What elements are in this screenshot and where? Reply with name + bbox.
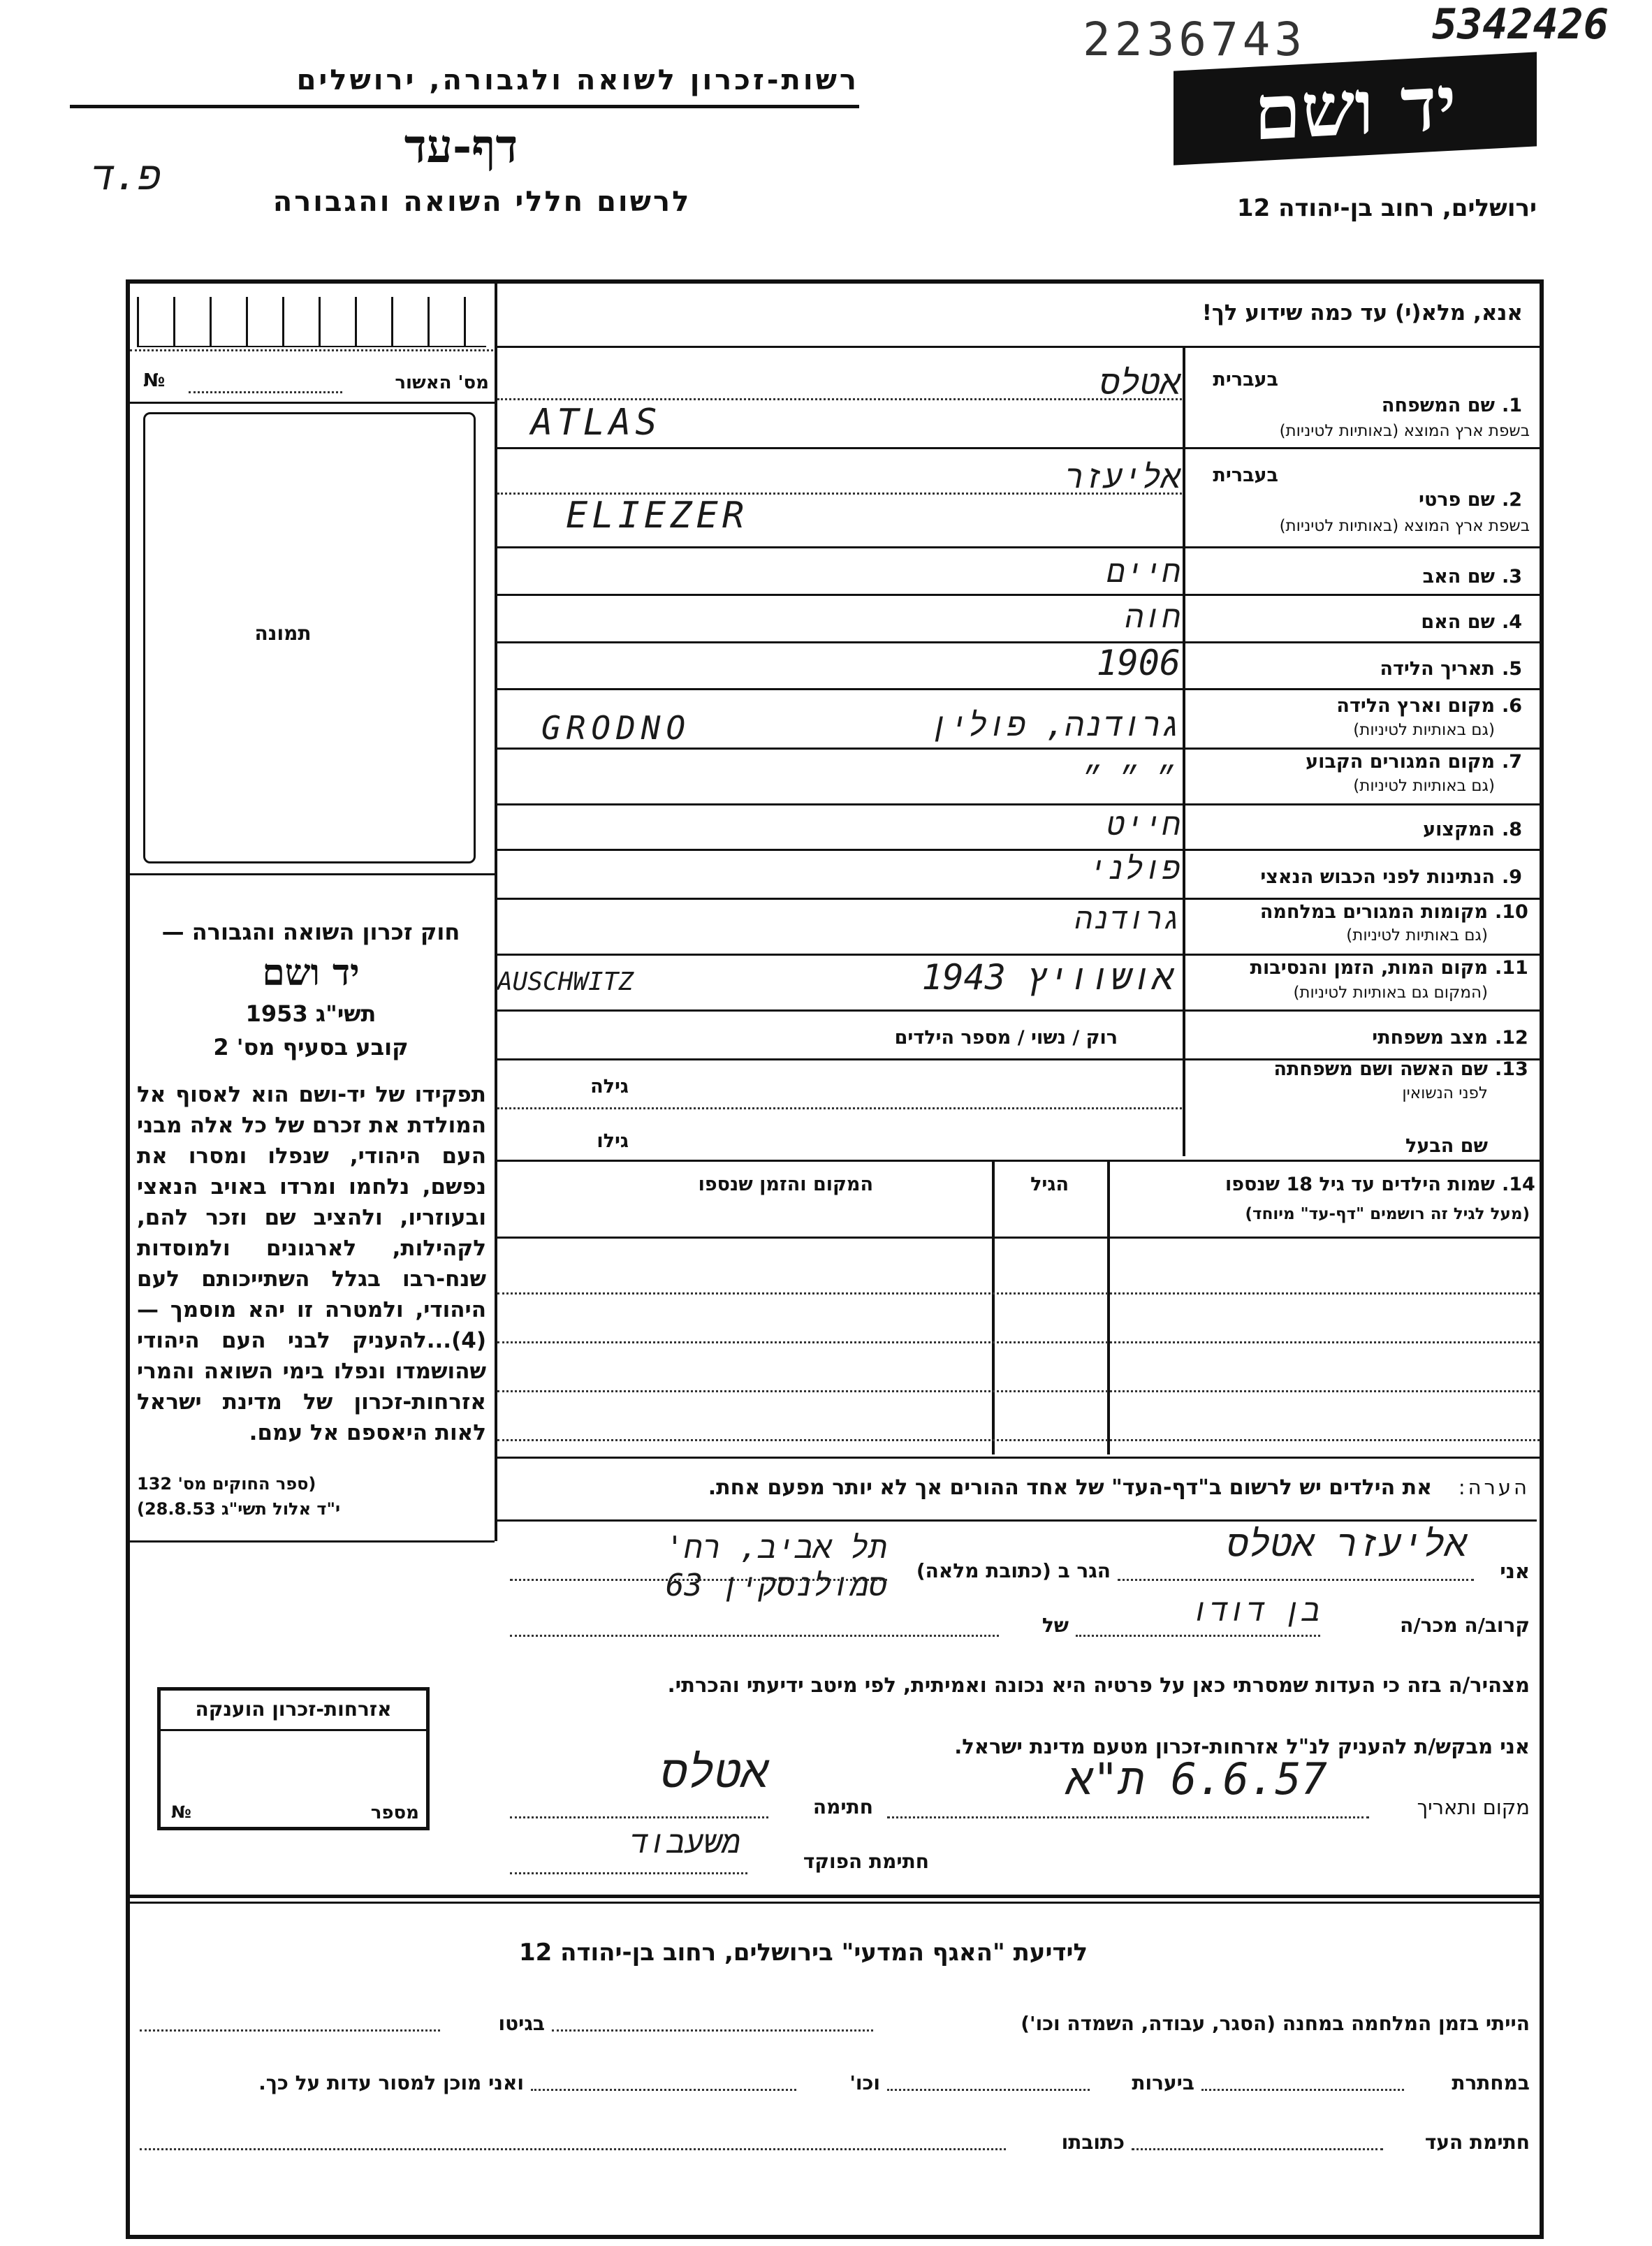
field-9-bottom [497,898,1540,900]
children-place-header: המקום והזמן שנספו [698,1174,873,1195]
law-name: יד ושם [262,951,360,994]
field-6-value-latin: GRODNO [541,709,692,747]
field-10-number: 10. [1495,901,1528,923]
field-4-label: שם האם [1421,611,1495,633]
footer-line1-dots-b [140,2029,440,2032]
margin-note: פ.ד [91,154,161,199]
field-2-number: 2. [1502,489,1523,511]
field-2-bottom [497,546,1540,548]
footer-line3-dots-b [140,2148,1006,2150]
footer-line3-address: כתובתו [1061,2131,1125,2154]
official-signature-label: חתימת הפוקד [803,1850,929,1873]
footer-line1-ghetto: בגיטו [498,2012,545,2035]
field-13-line [497,1107,1182,1109]
field-2-hebrew-tag: בעברית [1213,465,1278,486]
field-7-value: ״ ״ ״ [1081,761,1174,797]
field-11-label: מקום המות, הזמן והנסיבות [1250,957,1488,979]
field-12-number: 12. [1495,1027,1528,1049]
field-14-number: 14. [1502,1174,1535,1195]
field-2-sublabel: בשפת ארץ המוצא (באותיות לטיניות) [1279,517,1530,535]
law-reference-1: (ספר החוקים מס' 132 [137,1474,316,1494]
field-10-bottom [497,954,1540,956]
footer-line3-witness-signature: חתימת העד [1424,2131,1530,2154]
citizenship-number-sign: № [171,1802,191,1822]
field-3-label: שם האב [1422,566,1495,588]
handwritten-document-number: 5342426 [1432,0,1609,49]
yad-vashem-logo [1174,52,1537,165]
field-2-value-latin: ELIEZER [566,495,749,537]
field-1-line-a [497,398,1182,400]
field-5-bottom [497,688,1540,690]
field-13-sublabel: לפני הנשואין [1402,1084,1488,1102]
field-9-number: 9. [1502,866,1523,888]
children-row-2 [497,1341,1540,1343]
field-6-sublabel: (גם באותיות לטיניות) [1353,721,1495,739]
field-7-label: מקום המגורים הקבוע [1306,751,1495,773]
citizenship-title-rule [157,1729,430,1731]
field-10-sublabel: (גם באותיות לטיניות) [1346,926,1488,945]
field-9-value: פולני [1088,851,1180,887]
intro-instruction: אנא, מלא(י) עד כמה שידוע לך! [1201,300,1523,326]
form-title: דף-עד [404,119,518,173]
witness-signature: אטלס [661,1747,768,1798]
field-7-sublabel: (גם באותיות לטיניות) [1353,777,1495,795]
field-14-label: שמות הילדים עד גיל 18 שנספו [1225,1174,1495,1195]
footer-line2-dots-c [531,2089,796,2091]
field-8-label: המקצוע [1423,819,1495,840]
field-12-label: מצב משפחתי [1372,1027,1488,1049]
children-row-1 [497,1292,1540,1295]
typed-document-number: 2236743 [1083,13,1307,66]
husband-age-label: גילו [597,1130,629,1152]
field-11-bottom [497,1009,1540,1012]
left-column-divider [495,284,497,1541]
children-col-divider-2 [992,1161,995,1454]
footer-divider-top [130,1895,1540,1898]
witness-of-label: של [1041,1614,1069,1637]
law-year: תשי"ג 1953 [245,1000,377,1027]
field-3-bottom [497,594,1540,596]
witness-address-line [510,1579,887,1581]
note-text: את הילדים יש לרשום ב"דף-העד" של אחד ההורים אך לא יותר מפעם אחת. [708,1475,1432,1500]
footer-line2-ready: ואני מוכן למסור עדות על כך. [258,2071,524,2094]
field-13-label: שם האשה ושם משפחתה [1273,1058,1488,1080]
field-1-hebrew-tag: בעברית [1213,369,1278,391]
field-5-number: 5. [1502,658,1523,680]
footer-line2-etc: וכו' [849,2071,880,2094]
witness-of-line [510,1635,999,1637]
field-11-value-latin: AUSCHWITZ [497,968,634,996]
field-1-label: שם המשפחה [1381,395,1495,416]
approval-label: מס' האשור [395,372,489,393]
children-age-header: הגיל [1030,1174,1069,1195]
org-underline [70,105,859,108]
footer-line2-underground: במחתרת [1452,2071,1530,2094]
law-text: תפקידו של יד-ושם הוא לאסוף אל המולדת את זכרם של כל אלה מבני העם היהודי, שנפלו ומסרו את נפשם, נלחמו ומרדו באויב הנאצי ובעוזריו, ולהציב שם וזכר להם, לקהילות, לארגונים ולמוסדות שנח-רבו בגלל השתייכותם לעם היהודי, ולמטרה זו יהא מוסמך — (4)...להעניק לבני העם היהודי שהושמדו ונפלו בימי השואה והמרי אזרחות-זכרון של מדינת ישראל לאות היאספם אל עמם. [137,1082,486,1445]
witness-relation-line [1076,1635,1320,1637]
approval-tick-strip [130,297,493,346]
official-signature-line [510,1872,747,1874]
witness-resides-label: הגר ב (כתובת מלאה) [916,1559,1111,1582]
witness-name: אליעזר אטלס [1227,1523,1467,1565]
footer-line2-forests: ביערות [1132,2071,1194,2094]
law-title: חוק זכרון השואה והגבורה — [161,919,460,945]
citizenship-number-label: מספר [370,1802,419,1823]
footer-line2-dots-a [1201,2089,1404,2091]
place-date-label: מקום ותאריך [1417,1795,1530,1819]
field-1-value-latin: ATLAS [531,402,661,444]
footer-line2-dots-b [887,2089,1090,2091]
children-header-line [497,1237,1540,1239]
witness-relation: בן דודו [1191,1593,1320,1628]
witness-declaration: מצהיר/ה בזה כי העדות שמסרתי כאן על פרטיה היא נכונה ואמיתית, לפי מיטב ידיעתי והכרתי. [667,1673,1530,1697]
law-clause: קובע בסעיף מס' 2 [213,1034,409,1060]
field-6-number: 6. [1502,695,1523,717]
field-10-value: גרודנה [1074,901,1180,935]
field-13-bottom [497,1160,1540,1162]
field-14-sublabel: (מעל לגיל זה רושמים "דף-עד" מיוחד) [1245,1205,1530,1223]
witness-name-line [1118,1579,1474,1581]
children-row-4 [497,1439,1540,1441]
footer-line1-camp: הייתי בזמן המלחמה במחנה (הסגר, עבודה, השמדה וכו') [1021,2012,1530,2035]
field-8-value: חייט [1106,807,1180,843]
place-date-value: 6.6.57 ת"א [1066,1753,1327,1804]
witness-request: אני מבקש/ת להעניק לנ"ל אזרחות-זכרון מטעם מדינת ישראל. [954,1735,1530,1758]
field-11-sublabel: (המקום גם באותיות לטיניות) [1293,984,1488,1002]
footer-divider-bottom [130,1902,1540,1904]
intro-line [495,346,1540,348]
note-label: הערה: [1458,1475,1530,1499]
field-11-number: 11. [1495,957,1528,979]
field-2-value-hebrew: אליעזר [1065,458,1180,495]
children-bottom [497,1457,1540,1459]
field-6-label: מקום וארץ הלידה [1336,695,1495,717]
label-column-divider [1183,346,1185,1156]
field-4-number: 4. [1502,611,1523,633]
org-name: רשות-זכרון לשואה ולגבורה, ירושלים [296,64,859,96]
field-1-bottom [497,447,1540,449]
field-5-value: 1906 [1096,643,1180,683]
form-subtitle: לרשום חללי השואה והגבורה [272,186,692,218]
husband-name-label: שם הבעל [1405,1135,1488,1157]
footer-line1-dots-a [552,2029,873,2032]
field-6-value: גרודנה, פולין [929,706,1180,743]
field-4-bottom [497,641,1540,643]
witness-relative-label: קרוב/ה מכר/ה [1400,1614,1530,1637]
place-date-line [887,1816,1369,1818]
approval-number-sign: № [143,370,166,391]
field-7-number: 7. [1502,751,1523,773]
footer-title: לידיעת "האגף המדעי" בירושלים, רחוב בן-יהודה 12 [518,1939,1088,1967]
footer-line3-dots-a [1132,2148,1383,2150]
approval-dots [189,391,342,393]
children-col-divider-1 [1107,1161,1110,1454]
signature-label: חתימה [812,1795,873,1818]
field-7-bottom [497,803,1540,805]
approval-line [130,402,495,404]
logo-text: יד ושם [1254,59,1456,158]
photo-bottom-line [130,873,495,875]
field-10-label: מקומות המגורים במלחמה [1259,901,1488,923]
field-3-value: חיים [1106,554,1180,590]
children-row-3 [497,1390,1540,1392]
field-2-label: שם פרטי [1419,489,1495,511]
field-11-value: אושוויץ 1943 [921,957,1174,998]
field-3-number: 3. [1502,566,1523,588]
field-1-value-hebrew: אטלס [1099,363,1180,402]
field-8-number: 8. [1502,819,1523,840]
citizenship-title: אזרחות-זכרון הוענקה [195,1698,392,1721]
witness-i-label: אני [1500,1559,1530,1583]
signature-line [510,1816,768,1818]
field-13-age-label: גילה [590,1076,629,1098]
law-bottom-line [130,1540,495,1543]
official-signature: משעבוד [629,1825,740,1860]
field-12-value: רוק / נשוי / מספר הילדים [894,1027,1118,1049]
photo-label: תמונה [254,622,312,645]
field-1-number: 1. [1502,395,1523,416]
field-1-sublabel: בשפת ארץ המוצא (באותיות לטיניות) [1279,422,1530,440]
field-13-number: 13. [1495,1058,1528,1080]
approval-tick-strip-end [130,349,493,351]
law-reference-2: י"ד אלול תשי"ג 28.8.53) [137,1499,341,1519]
field-5-label: תאריך הלידה [1380,658,1495,680]
field-4-value: חוה [1125,599,1180,635]
field-9-label: הנתינות לפני הכבוש הנאצי [1260,866,1495,888]
witness-address: תל אביב, רח' סמולנסקין 63 [665,1530,887,1603]
address: ירושלים, רחוב בן-יהודה 12 [1236,194,1537,222]
field-6-bottom [497,748,1540,750]
